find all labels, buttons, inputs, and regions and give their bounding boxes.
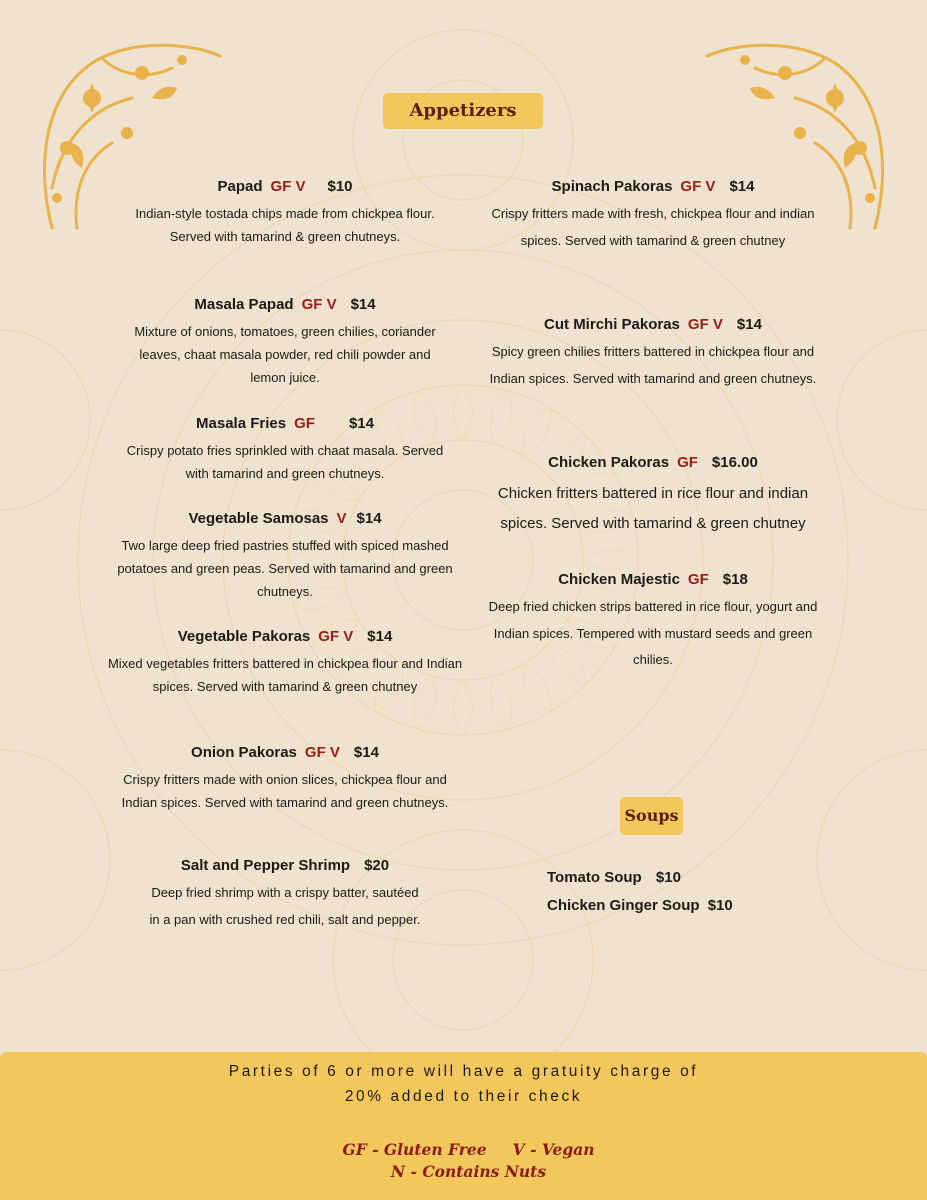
soup-name: Chicken Ginger Soup (547, 897, 700, 914)
gratuity-notice (0, 1059, 927, 1109)
item-name: Cut Mirchi Pakoras (544, 316, 680, 333)
diet-tags: GF V (680, 178, 716, 195)
soup-item (547, 864, 733, 892)
gratuity-line: Parties of 6 or more will have a gratuity charge of (228, 1063, 699, 1080)
item-price: $14 (367, 628, 393, 645)
item-description: Two large deep fried pastries stuffed with spiced mashed potatoes and green peas. Served with tamarind and green chutneys. (117, 538, 453, 599)
item-price: $14 (356, 510, 382, 527)
diet-tags: GF V (304, 744, 340, 761)
legend-vegan: V - Vegan (512, 1140, 595, 1159)
diet-tags: GF V (687, 316, 723, 333)
legend-contains-nuts: N - Contains Nuts (390, 1162, 547, 1181)
menu-item-masala-papad (106, 295, 464, 389)
item-description: Spicy green chilies fritters battered in chickpea flour and Indian spices. Served with tamarind and green chutneys. (489, 344, 817, 386)
item-description: Mixture of onions, tomatoes, green chilies, coriander leaves, chaat masala powder, red chili powder and lemon juice. (134, 324, 436, 385)
item-description: Crispy fritters made with onion slices, chickpea flour and Indian spices. Served with tamarind and green chutneys. (121, 772, 449, 810)
item-description: Crispy fritters made with fresh, chickpea flour and indian spices. Served with tamarind & green chutney (491, 206, 815, 248)
diet-tags: GF V (301, 296, 337, 313)
menu-item-chicken-majestic (470, 570, 836, 674)
diet-tags: GF (294, 415, 315, 432)
item-name: Chicken Majestic (558, 571, 680, 588)
menu-item-cut-mirchi-pakoras (470, 315, 836, 392)
item-description: Indian-style tostada chips made from chickpea flour. Served with tamarind & green chutneys. (135, 206, 435, 244)
diet-tags: GF V (318, 628, 354, 645)
item-description: Mixed vegetables fritters battered in chickpea flour and Indian spices. Served with tamarind & green chutney (107, 656, 463, 694)
menu-item-papad (106, 177, 464, 248)
diet-tags: GF (677, 454, 698, 471)
item-name: Salt and Pepper Shrimp (180, 857, 351, 874)
menu-item-chicken-pakoras (470, 453, 836, 538)
appetizers-heading: Appetizers (383, 93, 543, 129)
item-price: $14 (348, 415, 374, 432)
soup-price: $10 (707, 897, 733, 914)
item-price: $14 (729, 178, 755, 195)
diet-tags: GF V (270, 178, 306, 195)
item-name: Masala Papad (194, 296, 294, 313)
item-price: $14 (350, 296, 376, 313)
soups-heading: Soups (620, 797, 683, 835)
gratuity-line: 20% added to their check (344, 1088, 583, 1105)
item-name: Chicken Pakoras (548, 454, 670, 471)
item-name: Papad (217, 178, 263, 195)
legend-gluten-free: GF - Gluten Free (342, 1140, 487, 1159)
item-price: $14 (736, 316, 762, 333)
item-price: $10 (327, 178, 353, 195)
diet-legend (0, 1139, 927, 1183)
item-description: Deep fried chicken strips battered in rice flour, yogurt and Indian spices. Tempered with mustard seeds and green chilies. (488, 599, 818, 667)
soup-price: $10 (655, 869, 681, 886)
item-description: Chicken fritters battered in rice flour and indian spices. Served with tamarind & green chutney (497, 485, 809, 532)
menu-item-vegetable-pakoras (104, 627, 466, 698)
item-name: Vegetable Samosas (188, 510, 329, 527)
item-price: $16.00 (711, 454, 758, 471)
diet-tags: GF (687, 571, 709, 588)
menu-item-salt-pepper-shrimp (106, 856, 464, 933)
item-name: Vegetable Pakoras (177, 628, 311, 645)
item-price: $20 (364, 857, 390, 874)
menu-item-onion-pakoras (106, 743, 464, 814)
menu-item-vegetable-samosas (106, 509, 464, 603)
item-name: Spinach Pakoras (551, 178, 673, 195)
item-price: $14 (353, 744, 379, 761)
soup-name: Tomato Soup (547, 869, 642, 886)
item-name: Onion Pakoras (191, 744, 297, 761)
item-name: Masala Fries (196, 415, 287, 432)
soup-item (547, 892, 733, 920)
menu-item-spinach-pakoras (470, 177, 836, 254)
soups-list (547, 864, 733, 920)
item-description: Crispy potato fries sprinkled with chaat masala. Served with tamarind and green chutneys. (126, 443, 444, 481)
item-price: $18 (722, 571, 748, 588)
menu-item-masala-fries (106, 414, 464, 485)
diet-tags: V (336, 510, 347, 527)
item-description: Deep fried shrimp with a crispy batter, sautéed in a pan with crushed red chili, salt and pepper. (149, 885, 421, 927)
